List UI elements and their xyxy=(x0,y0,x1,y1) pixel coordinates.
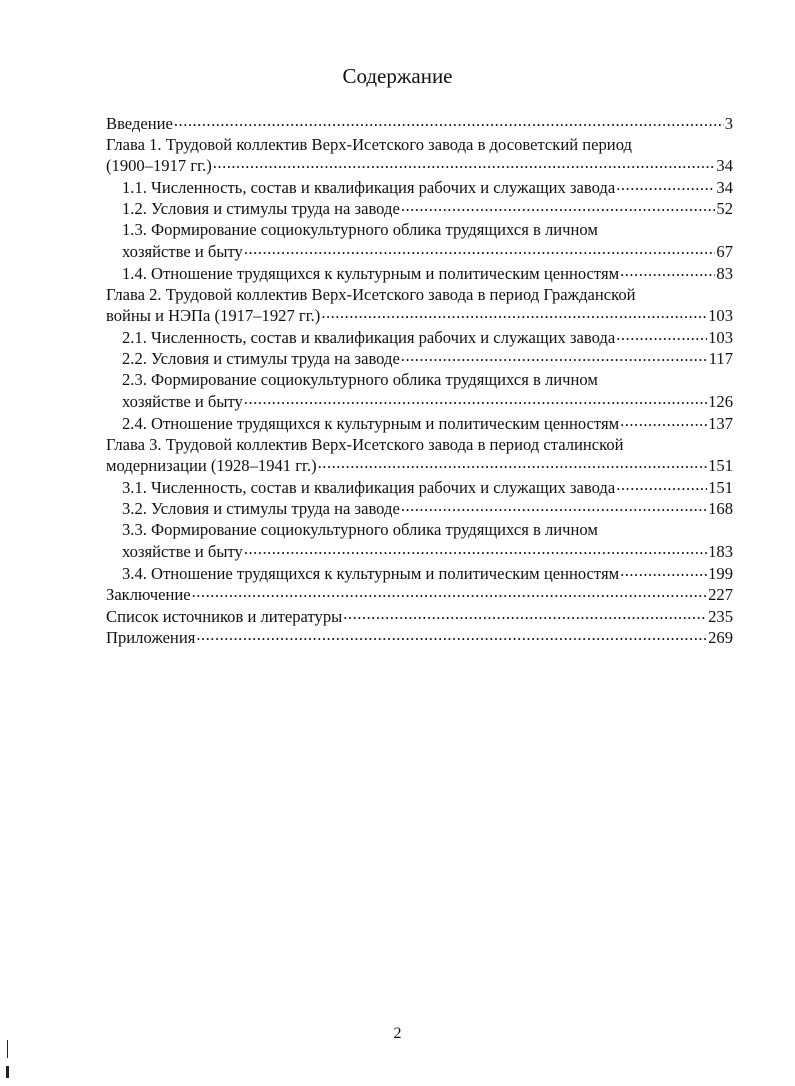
scan-mark xyxy=(6,1066,9,1078)
toc-entry-row xyxy=(122,326,733,348)
dot-leader xyxy=(616,326,707,343)
toc-page-number: 52 xyxy=(716,199,733,219)
toc-subsection-entry[interactable] xyxy=(106,326,733,348)
toc-entry-text: хозяйстве и быту xyxy=(122,391,243,411)
toc-page-number: 67 xyxy=(716,241,733,261)
toc-entry-row xyxy=(106,627,733,649)
toc-entry-row xyxy=(122,390,733,412)
dot-leader xyxy=(616,176,715,193)
dot-leader xyxy=(401,498,707,515)
dot-leader xyxy=(196,627,707,644)
toc-subsection-entry[interactable] xyxy=(106,198,733,220)
dot-leader xyxy=(213,155,716,172)
toc-page-number: 83 xyxy=(716,263,733,283)
toc-entry-row xyxy=(106,305,733,327)
toc-entry-row xyxy=(106,112,733,134)
toc-entry-text: 2.2. Условия и стимулы труда на заводе xyxy=(122,349,400,369)
toc-subsection-entry[interactable] xyxy=(106,519,733,562)
dot-leader xyxy=(192,584,707,601)
toc-entry-row xyxy=(122,198,733,220)
toc-entry-text: хозяйстве и быту xyxy=(122,241,243,261)
toc-entry-text: Список источников и литературы xyxy=(106,606,343,626)
toc-entry-row xyxy=(122,412,733,434)
page-number: 2 xyxy=(393,1025,402,1042)
toc-page-number: 168 xyxy=(708,499,733,519)
toc-entry-text: модернизации (1928–1941 гг.) xyxy=(106,456,317,476)
toc-entry-text: 2.4. Отношение трудящихся к культурным и политическим ценностям xyxy=(122,413,620,433)
toc-page-number: 34 xyxy=(716,177,733,197)
toc-entry-row xyxy=(122,476,733,498)
toc-page-number: 151 xyxy=(708,477,733,497)
toc-entry-text: Приложения xyxy=(106,628,196,648)
dot-leader xyxy=(343,605,707,622)
toc-entry-text: Глава 2. Трудовой коллектив Верх-Исетского завода в период Гражданской xyxy=(106,284,636,304)
toc-page-number: 103 xyxy=(708,327,733,347)
toc-page-number: 183 xyxy=(708,541,733,561)
toc-section-entry[interactable] xyxy=(106,584,733,606)
toc-section-entry[interactable] xyxy=(106,284,733,327)
toc-page-number: 227 xyxy=(708,585,733,605)
toc-subsection-entry[interactable] xyxy=(106,262,733,284)
toc-page-number: 103 xyxy=(708,306,733,326)
dot-leader xyxy=(620,262,715,279)
toc-entry-row xyxy=(122,540,733,562)
toc-page-number: 235 xyxy=(708,606,733,626)
toc-entry-row xyxy=(106,455,733,477)
toc-subsection-entry[interactable] xyxy=(106,498,733,520)
toc-entry-text: Заключение xyxy=(106,585,191,605)
toc-entry-text: 1.3. Формирование социокультурного облика трудящихся в личном xyxy=(122,220,598,240)
dot-leader xyxy=(174,112,724,129)
toc-subsection-entry[interactable] xyxy=(106,176,733,198)
toc-page-number: 269 xyxy=(708,628,733,648)
dot-leader xyxy=(616,476,707,493)
toc-section-entry[interactable] xyxy=(106,434,733,477)
page-title: Содержание xyxy=(342,64,453,88)
toc-entry-row xyxy=(122,240,733,262)
toc-entry-row xyxy=(122,498,733,520)
toc-page-number: 126 xyxy=(708,391,733,411)
dot-leader xyxy=(620,562,707,579)
dot-leader xyxy=(401,348,708,365)
toc-subsection-entry[interactable] xyxy=(106,369,733,412)
toc-entry-text: Введение xyxy=(106,113,173,133)
toc-entry-row xyxy=(122,262,733,284)
dot-leader xyxy=(318,455,707,472)
toc-entry-text: 2.3. Формирование социокультурного облика трудящихся в личном xyxy=(122,370,598,390)
toc-section-entry[interactable] xyxy=(106,112,733,134)
scan-mark xyxy=(7,1040,8,1058)
toc-subsection-entry[interactable] xyxy=(106,412,733,434)
dot-leader xyxy=(244,240,716,257)
toc-subsection-entry[interactable] xyxy=(106,476,733,498)
toc-entry-row xyxy=(106,605,733,627)
toc-entry-text: Глава 1. Трудовой коллектив Верх-Исетского завода в досоветский период xyxy=(106,134,632,154)
toc-section-entry[interactable] xyxy=(106,134,733,177)
toc-entry-text: 1.1. Численность, состав и квалификация рабочих и служащих завода xyxy=(122,177,616,197)
toc-entry-text: войны и НЭПа (1917–1927 гг.) xyxy=(106,306,321,326)
toc-entry-text: 1.4. Отношение трудящихся к культурным и политическим ценностям xyxy=(122,263,620,283)
toc-entry-row xyxy=(122,348,733,370)
toc-page-number: 3 xyxy=(724,113,733,133)
toc-subsection-entry[interactable] xyxy=(106,219,733,262)
toc-entry-text: 1.2. Условия и стимулы труда на заводе xyxy=(122,199,400,219)
toc-subsection-entry[interactable] xyxy=(106,562,733,584)
toc-entry-text: 2.1. Численность, состав и квалификация рабочих и служащих завода xyxy=(122,327,616,347)
toc-entry-text: 3.3. Формирование социокультурного облика трудящихся в личном xyxy=(122,520,598,540)
toc-entry-row xyxy=(106,155,733,177)
dot-leader xyxy=(620,412,707,429)
toc-section-entry[interactable] xyxy=(106,605,733,627)
toc-entry-text: (1900–1917 гг.) xyxy=(106,156,212,176)
dot-leader xyxy=(244,390,707,407)
toc-entry-text: 3.1. Численность, состав и квалификация рабочих и служащих завода xyxy=(122,477,616,497)
dot-leader xyxy=(244,540,707,557)
toc-page-number: 199 xyxy=(708,563,733,583)
toc-entry-row xyxy=(122,562,733,584)
toc-section-entry[interactable] xyxy=(106,627,733,649)
toc-page-number: 151 xyxy=(708,456,733,476)
toc-page-number: 137 xyxy=(708,413,733,433)
toc-entry-text: 3.2. Условия и стимулы труда на заводе xyxy=(122,499,400,519)
toc-entry-text: хозяйстве и быту xyxy=(122,541,243,561)
table-of-contents xyxy=(106,112,733,648)
toc-page-number: 117 xyxy=(708,349,733,369)
toc-entry-row xyxy=(106,584,733,606)
toc-page-number: 34 xyxy=(716,156,733,176)
toc-entry-text: 3.4. Отношение трудящихся к культурным и политическим ценностям xyxy=(122,563,620,583)
toc-entry-row xyxy=(122,176,733,198)
dot-leader xyxy=(401,198,716,215)
dot-leader xyxy=(321,305,707,322)
toc-entry-text: Глава 3. Трудовой коллектив Верх-Исетского завода в период сталинской xyxy=(106,434,624,454)
toc-subsection-entry[interactable] xyxy=(106,348,733,370)
